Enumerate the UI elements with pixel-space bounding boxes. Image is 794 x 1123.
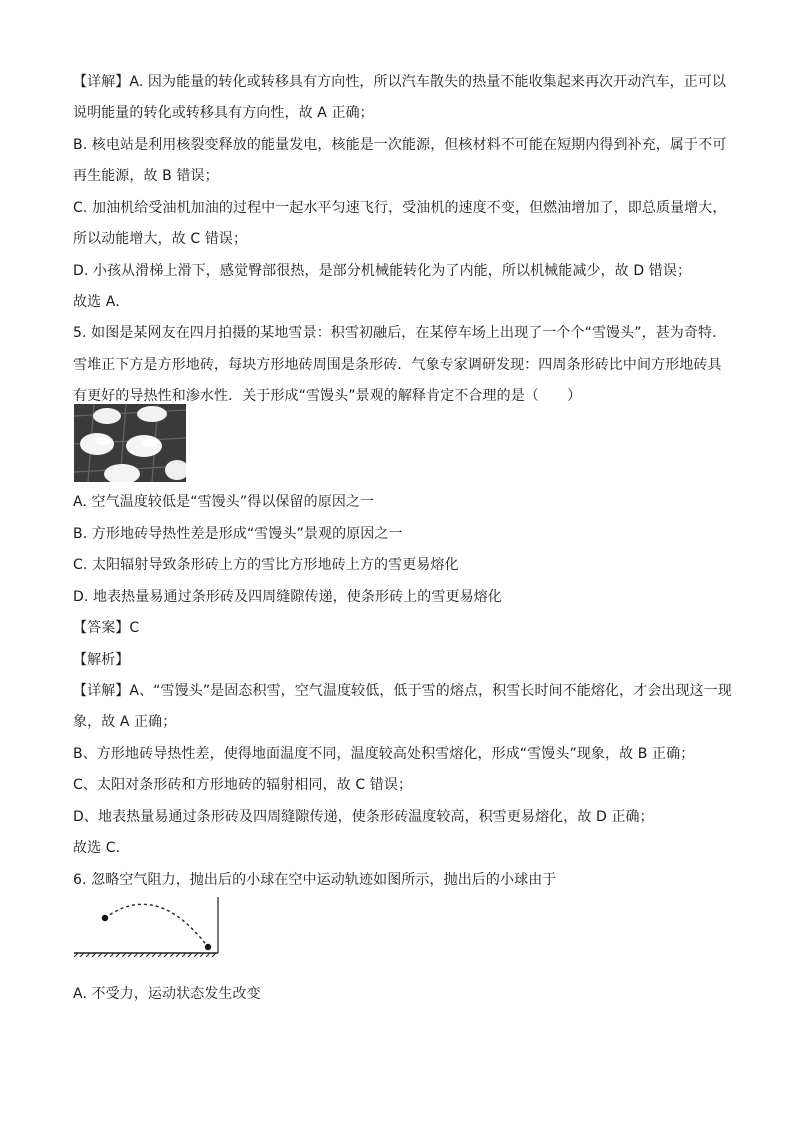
text-line: 【详解】A、“雪馒头”是固态积雪，空气温度较低，低于雪的熔点，积雪长时间不能熔化，才会出现这一现 (73, 683, 732, 699)
snow-mounds-photo (74, 404, 186, 482)
text-line: 故选 A． (73, 294, 130, 310)
text-line: 象，故 A 正确； (73, 714, 177, 730)
question-5-stem: 有更好的导热性和渗水性．关于形成“雪馒头”景观的解释肯定不合理的是（ ） (73, 388, 582, 404)
option-d: D. 地表热量易通过条形砖及四周缝隙传递，使条形砖上的雪更易熔化 (73, 589, 502, 605)
text-line: 说明能量的转化或转移具有方向性，故 A 正确； (73, 105, 374, 121)
text-line: D、地表热量易通过条形砖及四周缝隙传递，使条形砖温度较高，积雪更易熔化，故 D 正确； (73, 809, 654, 825)
option-a: A. 不受力，运动状态发生改变 (73, 986, 261, 1002)
projectile-trajectory-figure (72, 895, 222, 959)
text-line: 再生能源，故 B 错误； (73, 168, 219, 184)
text-line: C、太阳对条形砖和方形地砖的辐射相同，故 C 错误； (73, 777, 413, 793)
text-line: 【详解】A. 因为能量的转化或转移具有方向性，所以汽车散失的热量不能收集起来再次开动汽车，正可以 (73, 74, 727, 90)
text-line: D. 小孩从滑梯上滑下，感觉臀部很热，是部分机械能转化为了内能，所以机械能减少，故 D 错误； (73, 263, 692, 279)
analysis-label: 【解析】 (73, 652, 130, 668)
text-line: 所以动能增大，故 C 错误； (73, 231, 248, 247)
question-5-stem: 雪堆正下方是方形地砖，每块方形地砖周围是条形砖．气象专家调研发现：四周条形砖比中间方形地砖具 (73, 357, 722, 373)
option-c: C. 太阳辐射导致条形砖上方的雪比方形地砖上方的雪更易熔化 (73, 557, 459, 573)
text-line: B、方形地砖导热性差，使得地面温度不同，温度较高处积雪熔化，形成“雪馒头”现象，故 B 正确； (73, 746, 695, 762)
question-6-stem: 6. 忽略空气阻力，抛出后的小球在空中运动轨迹如图所示，抛出后的小球由于 (73, 872, 557, 888)
question-5-stem: 5. 如图是某网友在四月拍摄的某地雪景：积雪初融后，在某停车场上出现了一个个“雪馒头”，甚为奇特． (73, 325, 727, 341)
option-b: B. 方形地砖导热性差是形成“雪馒头”景观的原因之一 (73, 526, 403, 542)
option-a: A. 空气温度较低是“雪馒头”得以保留的原因之一 (73, 494, 375, 510)
text-line: B. 核电站是利用核裂变释放的能量发电，核能是一次能源，但核材料不可能在短期内得到补充，属于不可 (73, 137, 727, 153)
text-line: 故选 C． (73, 840, 130, 856)
answer-label: 【答案】C (73, 620, 140, 636)
text-line: C. 加油机给受油机加油的过程中一起水平匀速飞行，受油机的速度不变，但燃油增加了，即总质量增大， (73, 200, 727, 216)
